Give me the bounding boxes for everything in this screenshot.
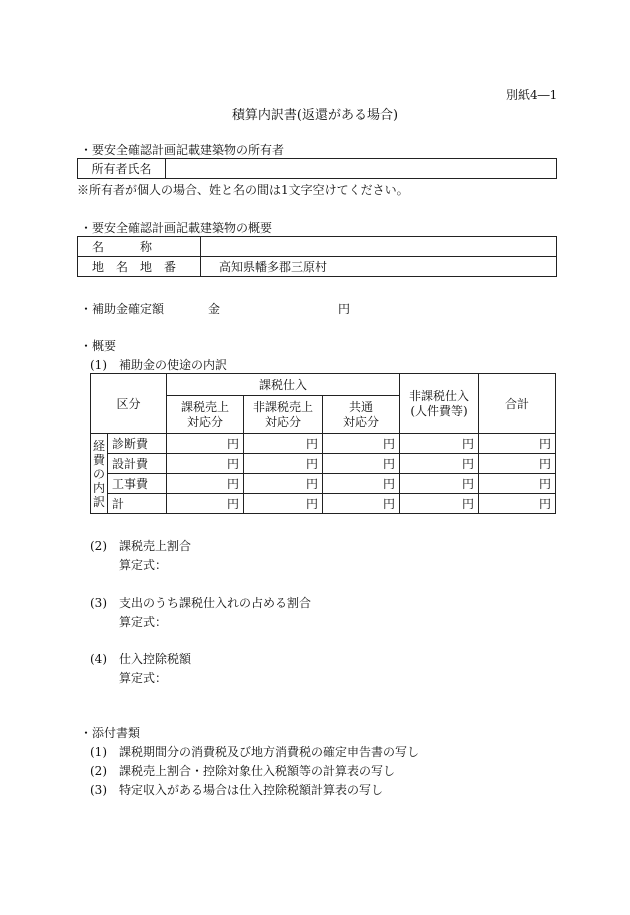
summary-item-4: (4) 仕入控除税額 [90, 652, 191, 666]
side-label-char: 経 [93, 438, 106, 453]
cell-yen[interactable]: 円 [244, 434, 323, 454]
header-col2 [244, 396, 323, 434]
owner-note: ※所有者が個人の場合、姓と名の間は1文字空けてください。 [77, 183, 409, 197]
owner-heading: ・要安全確認計画記載建築物の所有者 [80, 143, 285, 157]
attachments-heading: ・添付書類 [80, 726, 141, 740]
cell-yen[interactable]: 円 [400, 474, 479, 494]
page-title: 積算内訳書(返還がある場合) [231, 108, 399, 123]
cell-yen[interactable]: 円 [479, 474, 556, 494]
attachment-item: (3) 特定収入がある場合は仕入控除税額計算表の写し [90, 783, 384, 797]
cell-yen[interactable]: 円 [400, 494, 479, 514]
summary-item-1: (1) 補助金の使途の内訳 [90, 358, 227, 372]
header-nontaxable-line2: (人件費等) [410, 403, 468, 418]
header-nontaxable-line1: 非課税仕入 [408, 388, 469, 403]
cell-yen[interactable]: 円 [244, 494, 323, 514]
overview-heading: ・要安全確認計画記載建築物の概要 [80, 221, 273, 235]
row-label: 計 [108, 494, 167, 514]
side-label-char: 費 [93, 452, 106, 467]
cell-yen[interactable]: 円 [323, 474, 400, 494]
side-label-char: の [93, 466, 106, 481]
attachment-item: (2) 課税売上割合・控除対象仕入税額等の計算表の写し [90, 764, 396, 778]
formula-label: 算定式： [119, 558, 168, 572]
formula-label: 算定式： [119, 615, 168, 629]
cell-yen[interactable]: 円 [167, 434, 244, 454]
header-col3 [323, 396, 400, 434]
overview-table [77, 236, 557, 277]
cell-yen[interactable]: 円 [479, 454, 556, 474]
header-col1 [167, 396, 244, 434]
header-total: 合計 [479, 374, 556, 434]
header-kubun: 区分 [91, 374, 167, 434]
location-label: 地 名 地 番 [78, 257, 201, 277]
cell-yen[interactable]: 円 [323, 434, 400, 454]
summary-heading: ・概要 [80, 339, 117, 353]
side-label-char: 内 [93, 480, 106, 495]
attachment-item: (1) 課税期間分の消費税及び地方消費税の確定申告書の写し [90, 745, 420, 759]
cell-yen[interactable]: 円 [167, 454, 244, 474]
subsidy-yen: 円 [338, 302, 351, 316]
header-nontaxable [400, 374, 479, 434]
owner-name-field[interactable] [166, 159, 557, 179]
table-row [91, 454, 556, 474]
header-col2-line1: 非課税売上 [252, 399, 313, 414]
summary-item-2: (2) 課税売上割合 [90, 539, 191, 553]
cell-yen[interactable]: 円 [479, 434, 556, 454]
table-row [91, 474, 556, 494]
building-name-label: 名 称 [78, 237, 201, 257]
header-col3-line1: 共通 [348, 399, 373, 414]
owner-name-label: 所有者氏名 [78, 159, 166, 179]
row-label: 工事費 [108, 474, 167, 494]
cell-yen[interactable]: 円 [167, 474, 244, 494]
subsidy-kin: 金 [208, 302, 221, 316]
cell-yen[interactable]: 円 [323, 494, 400, 514]
row-label: 診断費 [108, 434, 167, 454]
table-row [91, 494, 556, 514]
side-label [91, 434, 108, 514]
cell-yen[interactable]: 円 [400, 454, 479, 474]
header-col1-line2: 対応分 [186, 414, 223, 429]
cell-yen[interactable]: 円 [244, 474, 323, 494]
cell-yen[interactable]: 円 [479, 494, 556, 514]
header-taxable: 課税仕入 [167, 374, 400, 396]
row-label: 設計費 [108, 454, 167, 474]
cell-yen[interactable]: 円 [400, 434, 479, 454]
document-number: 別紙4―1 [506, 88, 558, 102]
header-col2-line2: 対応分 [264, 414, 301, 429]
owner-table [77, 158, 557, 179]
subsidy-label: ・補助金確定額 [80, 302, 165, 316]
cell-yen[interactable]: 円 [167, 494, 244, 514]
header-col3-line2: 対応分 [342, 414, 379, 429]
summary-item-3: (3) 支出のうち課税仕入れの占める割合 [90, 596, 311, 610]
location-field[interactable]: 高知県幡多郡三原村 [201, 257, 557, 277]
formula-label: 算定式： [119, 671, 168, 685]
cell-yen[interactable]: 円 [244, 454, 323, 474]
cell-yen[interactable]: 円 [323, 454, 400, 474]
table-row [91, 434, 556, 454]
header-col1-line1: 課税売上 [180, 399, 229, 414]
breakdown-table [90, 373, 556, 514]
building-name-field[interactable] [201, 237, 557, 257]
side-label-char: 訳 [93, 494, 106, 509]
